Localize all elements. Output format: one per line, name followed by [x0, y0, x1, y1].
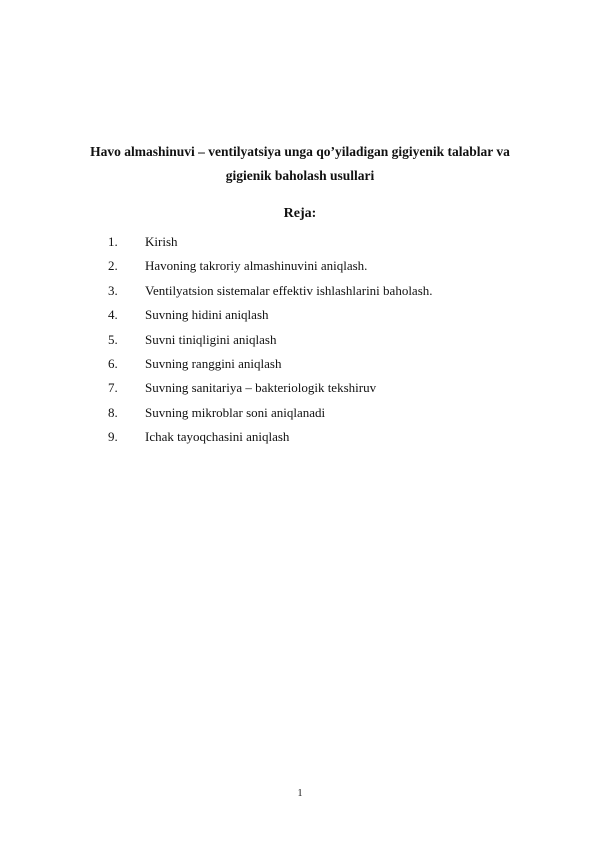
plan-item-number: 1. — [108, 234, 118, 249]
plan-item — [0, 356, 600, 380]
plan-item — [0, 429, 600, 453]
plan-item-text: Suvning hidini aniqlash — [145, 307, 269, 323]
plan-item — [0, 332, 600, 356]
plan-item-number: 2. — [108, 258, 118, 274]
plan-item-number: 4. — [108, 307, 118, 323]
plan-list — [0, 234, 600, 454]
plan-item-text: Suvning sanitariya – bakteriologik tekshiruv — [145, 380, 377, 396]
plan-item-text: Kirish — [145, 234, 178, 249]
page-number: 1 — [297, 788, 303, 799]
plan-item — [0, 258, 600, 282]
plan-item-text: Havoning takroriy almashinuvini aniqlash. — [145, 258, 368, 274]
plan-item-number: 3. — [108, 282, 118, 298]
plan-item-text: Ichak tayoqchasini aniqlash — [145, 429, 290, 445]
document-title-line-2: gigienik baholash usullari — [225, 168, 375, 183]
plan-item-number: 5. — [108, 331, 118, 347]
plan-item — [0, 283, 600, 307]
document-title-line-1: Havo almashinuvi – ventilyatsiya unga qo’yiladigan gigiyenik talablar va — [90, 144, 510, 159]
plan-item-text: Suvni tiniqligini aniqlash — [145, 331, 277, 347]
plan-item-text: Ventilyatsion sistemalar effektiv ishlashlarini baholash. — [145, 282, 433, 298]
plan-item-number: 8. — [108, 404, 118, 420]
plan-item — [0, 307, 600, 331]
plan-item-text: Suvning ranggini aniqlash — [145, 355, 282, 371]
plan-item — [0, 380, 600, 404]
plan-item-number: 9. — [108, 429, 118, 445]
plan-item-number: 6. — [108, 355, 118, 371]
plan-item-text: Suvning mikroblar soni aniqlanadi — [145, 404, 326, 420]
plan-item — [0, 405, 600, 429]
plan-item-number: 7. — [108, 380, 118, 396]
plan-item — [0, 234, 600, 258]
plan-heading: Reja: — [283, 206, 317, 221]
